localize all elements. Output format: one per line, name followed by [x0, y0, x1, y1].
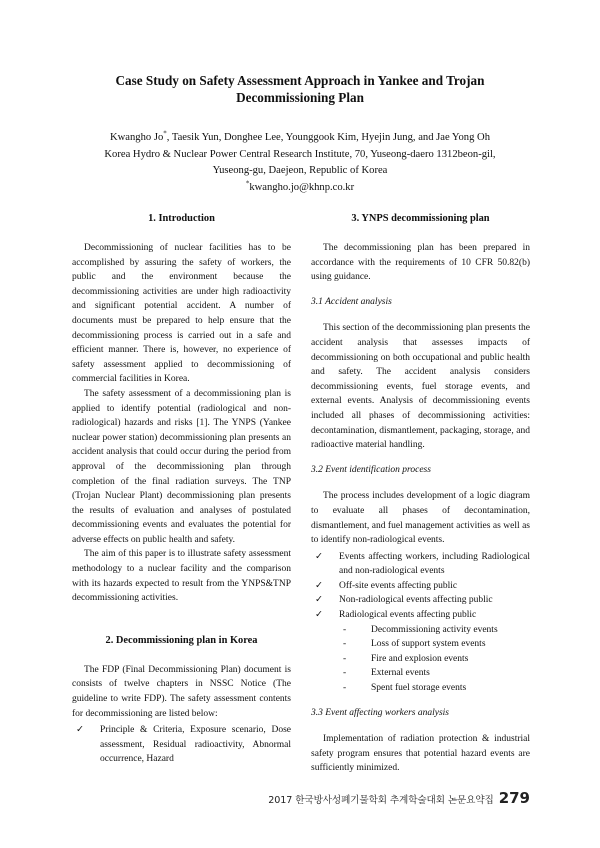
list-item — [311, 593, 530, 608]
subsection-3-3-heading: 3.3 Event affecting workers analysis — [311, 707, 449, 718]
author-list — [60, 130, 540, 147]
list-item — [311, 608, 530, 696]
subsection-3-2-heading: 3.2 Event identification process — [311, 464, 431, 475]
list-item — [311, 579, 530, 594]
section-3-heading: 3. YNPS decommissioning plan — [351, 213, 490, 224]
sub-list-item — [339, 681, 530, 696]
sub-list-item — [339, 637, 530, 652]
left-column — [72, 212, 291, 767]
first-author: Kwangho Jo — [110, 132, 164, 143]
section-2-bullet-list — [72, 723, 291, 767]
sub-list-item — [339, 623, 530, 638]
paper-header — [60, 72, 540, 196]
affiliation-line-2: Yuseong-gu, Daejeon, Republic of Korea — [212, 165, 388, 176]
page-footer — [268, 788, 530, 807]
corresponding-email: kwangho.jo@khnp.co.kr — [249, 181, 355, 193]
sub-list-item — [339, 652, 530, 667]
event-check-list — [311, 550, 530, 696]
section-2-heading: 2. Decommissioning plan in Korea — [105, 634, 258, 646]
page-number: 279 — [498, 789, 530, 807]
sub-list-item — [339, 666, 530, 681]
section-2-paragraph: The FDP (Final Decommissioning Plan) document is consists of twelve chapters in NSSC Notice (The guideline to write FDP). The safety assessment contents for decommissioning are listed below: — [72, 664, 291, 719]
sub-list-item-text: Fire and explosion events — [371, 653, 469, 664]
sub-list-item-text: Decommissioning activity events — [371, 624, 498, 635]
sub-list-item-text: External events — [371, 668, 430, 679]
other-authors: , Taesik Yun, Donghee Lee, Younggook Kim, Hyejin Jung, and Jae Yong Oh — [166, 132, 490, 143]
dash-icon: - — [343, 653, 347, 664]
conference-name: 2017 한국방사성폐기물학회 추계학술대회 논문요약집 — [268, 795, 494, 806]
author-block — [60, 130, 540, 196]
dash-icon: - — [343, 639, 347, 650]
email-mark: * — [245, 178, 250, 187]
sub-list-item-text: Loss of support system events — [371, 639, 486, 650]
title-line-2: Decommissioning Plan — [236, 90, 364, 105]
title-line-1: Case Study on Safety Assessment Approach in Yankee and Trojan — [115, 73, 485, 88]
public-events-sub-list — [339, 623, 530, 696]
list-item — [311, 550, 530, 579]
list-item-text: Non-radiological events affecting public — [339, 595, 493, 606]
sub-list-item-text: Spent fuel storage events — [371, 683, 467, 694]
check-icon: ✓ — [76, 724, 84, 736]
intro-paragraph-1: Decommissioning of nuclear facilities has to be accomplished by assuring the safety of workers, the public and the environment because the decommissioning activities are under high radioactivity and significant potential accident. A number of documents must be prepared to help ensure that the decommissioning process is carried out in a safe and efficient manner. There is, however, no experience of safety assessment applied to decommissioning of commercial facilities in Korea. — [72, 243, 291, 385]
list-item-text: Off-site events affecting public — [339, 580, 458, 591]
list-item — [72, 723, 291, 767]
subsection-3-1-heading: 3.1 Accident analysis — [311, 296, 392, 307]
check-icon: ✓ — [315, 594, 323, 606]
list-item-text: Events affecting workers, including Radiological and non-radiological events — [339, 551, 530, 577]
corresponding-mark: * — [163, 129, 167, 138]
email-line — [60, 180, 540, 197]
right-column — [311, 212, 530, 776]
dash-icon: - — [343, 624, 347, 635]
intro-paragraph-2: The safety assessment of a decommissioning plan is applied to identify potential (radiological and non-radiological) hazards and risks [1]. The YNPS (Yankee nuclear power station) decommissioning plan presents an accident analysis that could occur during the period from approval of the decommissioning plan through completion of the final radiation surveys. The TNP (Trojan Nuclear Plant) decommissioning plan presents the results of evaluation and analyses of postulated decommissioning events and evaluates the potential for adverse effects on public health and safety. — [72, 388, 291, 545]
paper-title — [60, 72, 540, 106]
dash-icon: - — [343, 683, 347, 694]
dash-icon: - — [343, 668, 347, 679]
check-icon: ✓ — [315, 550, 323, 562]
list-item-text: Radiological events affecting public — [339, 610, 477, 621]
section-3-paragraph: The decommissioning plan has been prepared in accordance with the requirements of 10 CFR 50.82(b) using guidance. — [311, 243, 530, 283]
subsection-3-3-paragraph: Implementation of radiation protection & industrial safety program ensures that potential hazard events are sufficiently minimized. — [311, 734, 530, 774]
subsection-3-1-paragraph: This section of the decommissioning plan presents the accident analysis that assesses impacts of decommissioning on both occupational and public health and safety. The accident analysis considers decommissioning events, fuel storage events, and external events. Analysis of decommissioning events included all phases of decommissioning activities: decontamination, dismantlement, packaging, storage, and radioactive material handling. — [311, 323, 530, 451]
intro-paragraph-3: The aim of this paper is to illustrate safety assessment methodology to a nuclear facility and the comparison with its hazards expected to result from the YNPS&TNP decommissioning activities. — [72, 549, 291, 604]
check-icon: ✓ — [315, 579, 323, 591]
section-1-heading: 1. Introduction — [148, 213, 215, 224]
check-icon: ✓ — [315, 609, 323, 621]
affiliation-line-1: Korea Hydro & Nuclear Power Central Research Institute, 70, Yuseong-daero 1312beon-gil, — [104, 148, 496, 160]
subsection-3-2-paragraph: The process includes development of a logic diagram to evaluate all phases of decontamination, dismantlement, and fuel management activities as well as to identify non-radiological events. — [311, 491, 530, 546]
list-item-text: Principle & Criteria, Exposure scenario, Dose assessment, Residual radioactivity, Abnormal occurrence, Hazard — [100, 725, 291, 765]
